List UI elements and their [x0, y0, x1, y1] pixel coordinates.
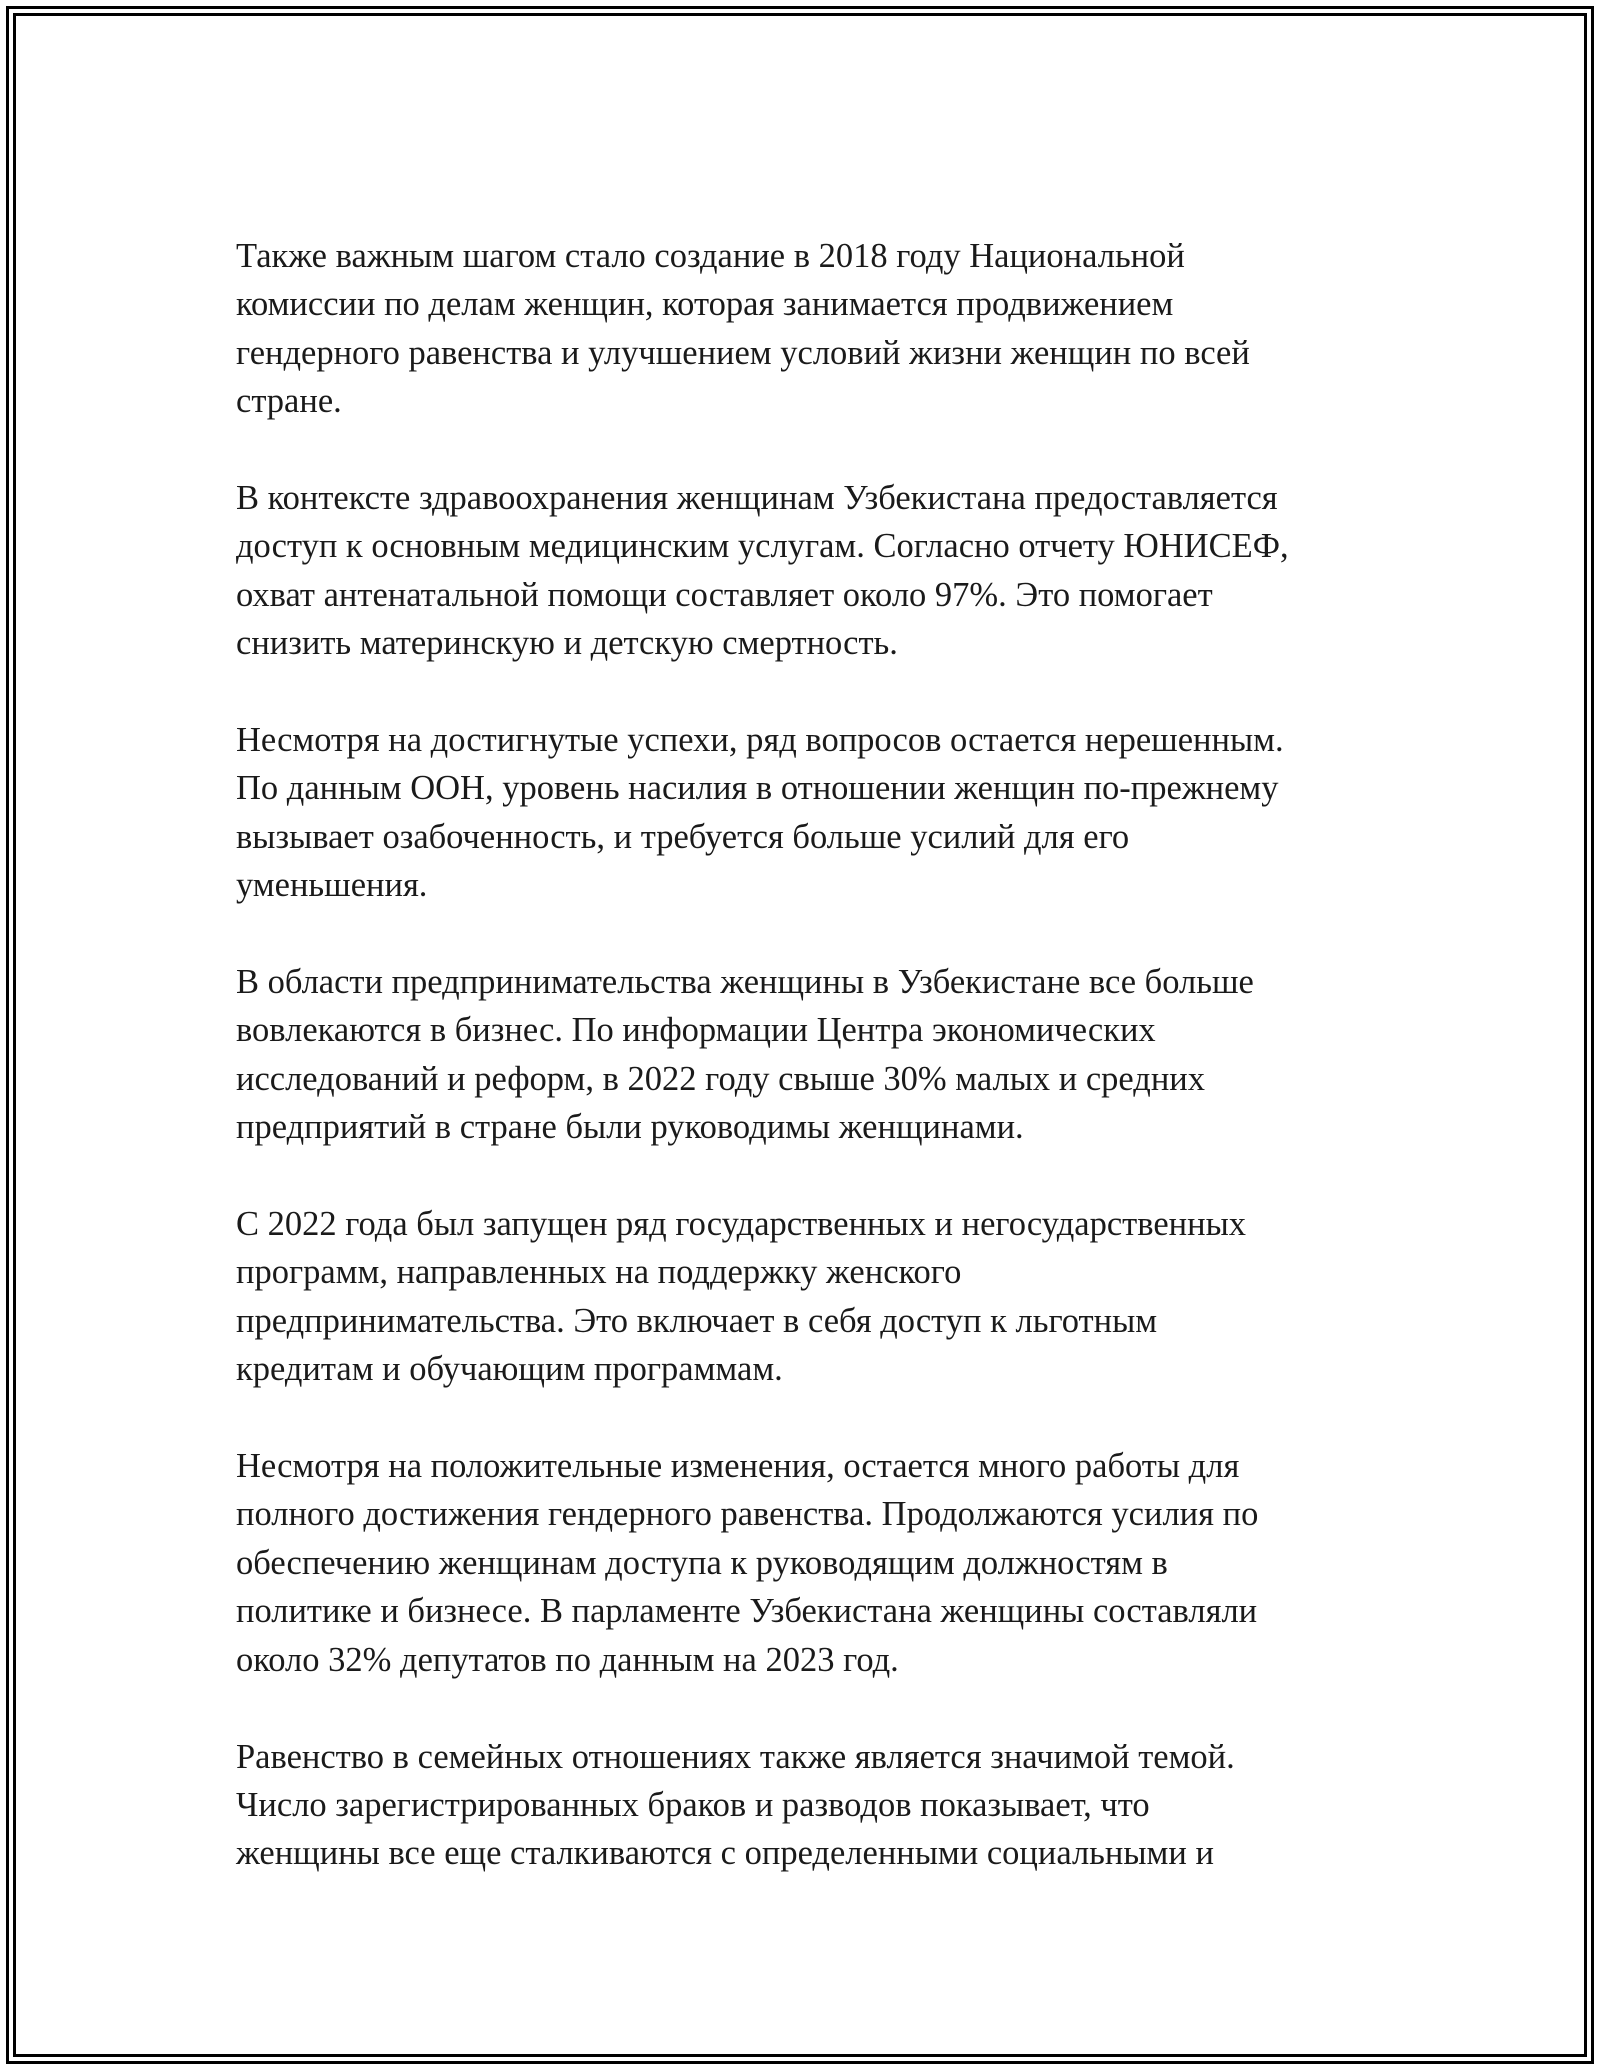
text-line: полного достижения гендерного равенства. Продолжаются усилия по — [236, 1495, 1259, 1534]
paragraph-support-programs — [236, 1200, 1416, 1394]
document-body — [236, 232, 1416, 1926]
paragraph-entrepreneurship — [236, 958, 1416, 1152]
text-line: гендерного равенства и улучшением условий жизни женщин по всей — [236, 333, 1250, 372]
text-line: Равенство в семейных отношениях также является значимой темой. — [236, 1737, 1235, 1776]
text-line: женщины все еще сталкиваются с определенными социальными и — [236, 1834, 1214, 1873]
text-line: В области предпринимательства женщины в Узбекистане все больше — [236, 963, 1254, 1002]
text-line: Несмотря на достигнутые успехи, ряд вопросов остается нерешенным. — [236, 721, 1284, 760]
text-line: С 2022 года был запущен ряд государственных и негосударственных — [236, 1205, 1247, 1244]
text-line: охват антенатальной помощи составляет около 97%. Это помогает — [236, 575, 1213, 614]
text-line: около 32% депутатов по данным на 2023 год. — [236, 1640, 899, 1679]
text-line: предпринимательства. Это включает в себя доступ к льготным — [236, 1301, 1158, 1340]
text-line: снизить материнскую и детскую смертность. — [236, 624, 898, 663]
text-line: вовлекаются в бизнес. По информации Центра экономических — [236, 1011, 1156, 1050]
text-line: политике и бизнесе. В парламенте Узбекистана женщины составляли — [236, 1592, 1258, 1631]
paragraph-women-commission — [236, 232, 1416, 426]
text-line: комиссии по делам женщин, которая занимается продвижением — [236, 285, 1174, 324]
text-line: доступ к основным медицинским услугам. Согласно отчету ЮНИСЕФ, — [236, 527, 1289, 566]
text-line: вызывает озабоченность, и требуется больше усилий для его — [236, 817, 1130, 856]
paragraph-violence — [236, 716, 1416, 910]
text-line: По данным ООН, уровень насилия в отношении женщин по-прежнему — [236, 769, 1279, 808]
paragraph-family-relations — [236, 1733, 1416, 1878]
text-line: кредитам и обучающим программам. — [236, 1350, 783, 1389]
text-line: обеспечению женщинам доступа к руководящим должностям в — [236, 1543, 1168, 1582]
text-line: Несмотря на положительные изменения, остается много работы для — [236, 1447, 1240, 1486]
text-line: Также важным шагом стало создание в 2018 году Национальной — [236, 237, 1185, 275]
text-line: стране. — [236, 382, 342, 421]
text-line: программ, направленных на поддержку женского — [236, 1253, 962, 1292]
paragraph-gender-equality — [236, 1442, 1416, 1684]
text-line: Число зарегистрированных браков и разводов показывает, что — [236, 1785, 1150, 1824]
paragraph-healthcare — [236, 474, 1416, 668]
text-line: В контексте здравоохранения женщинам Узбекистана предоставляется — [236, 479, 1278, 518]
text-line: уменьшения. — [236, 866, 428, 905]
text-line: предприятий в стране были руководимы женщинами. — [236, 1108, 1024, 1147]
text-line: исследований и реформ, в 2022 году свыше 30% малых и средних — [236, 1059, 1205, 1098]
